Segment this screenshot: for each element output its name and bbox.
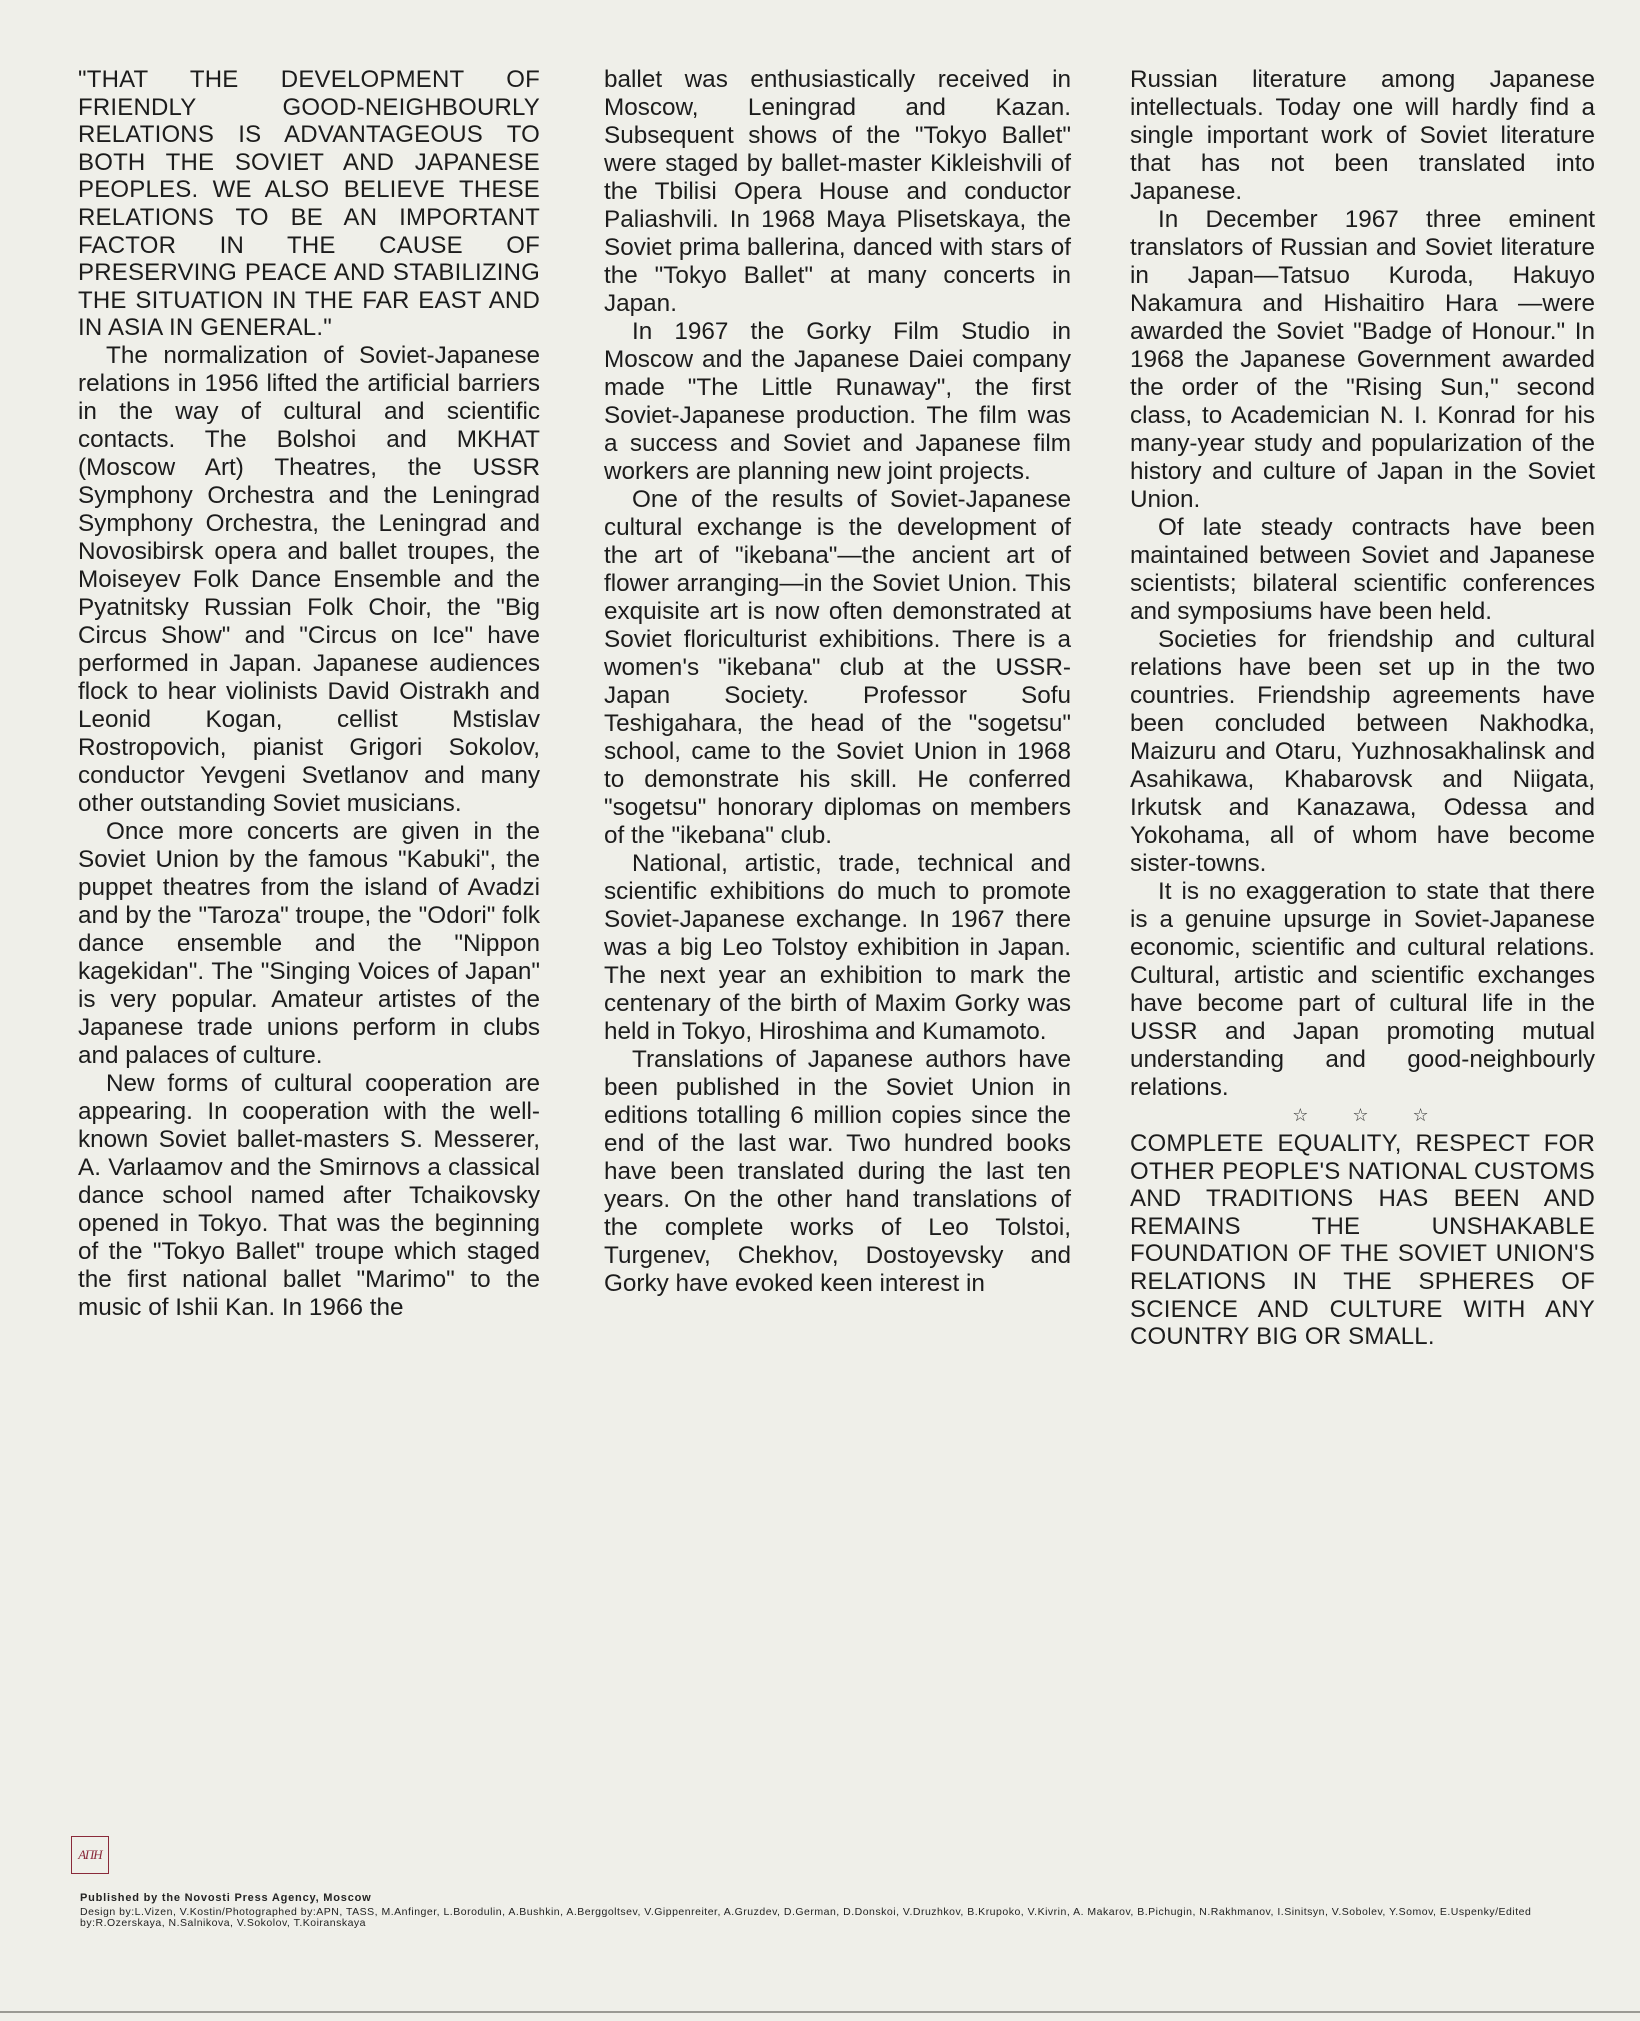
paragraph: National, artistic, trade, technical and scientific exhibitions do much to promote Soviet-Japanese exchange. In 1967 there was a big Leo Tolstoy exhibition in Japan. The next year an exhibition to mark the centenary of the birth of Maxim Gorky was held in Tokyo, Hiroshima and Kumamoto. (604, 850, 1071, 1045)
closing-statement: COMPLETE EQUALITY, RESPECT FOR OTHER PEOPLE'S NATIONAL CUSTOMS AND TRADITIONS HAS BEEN AND REMAINS THE UNSHAKABLE FOUNDATION OF THE SOVIET UNION'S RELATIONS IN THE SPHERES OF SCIENCE AND CULTURE WITH ANY COUNTRY BIG OR SMALL. (1130, 1130, 1595, 1351)
paragraph: The normalization of Soviet-Japanese relations in 1956 lifted the artificial barriers in the way of cultural and scientific contacts. The Bolshoi and MKHAT (Moscow Art) Theatres, the USSR Symphony Orchestra and the Leningrad Symphony Orchestra, the Leningrad and Novosibirsk opera and ballet troupes, the Moiseyev Folk Dance Ensemble and the Pyatnitsky Russian Folk Choir, the "Big Circus Show" and "Circus on Ice" have performed in Japan. Japanese audiences flock to hear violinists David Oistrakh and Leonid Kogan, cellist Mstislav Rostropovich, pianist Grigori Sokolov, conductor Yevgeni Svetlanov and many other outstanding Soviet musicians. (78, 341, 540, 817)
apn-logo: АПН (71, 1836, 109, 1874)
opening-quote: "THAT THE DEVELOPMENT OF FRIENDLY GOOD-NEIGHBOURLY RELATIONS IS ADVANTAGEOUS TO BOTH THE SOVIET AND JAPANESE PEOPLES. WE ALSO BELIEVE THESE RELATIONS TO BE AN IMPORTANT FACTOR IN THE CAUSE OF PRESERVING PEACE AND STABILIZING THE SITUATION IN THE FAR EAST AND IN ASIA IN GENERAL." (78, 66, 540, 342)
paragraph: New forms of cultural cooperation are appearing. In cooperation with the well-known Soviet ballet-masters S. Messerer, A. Varlaamov and the Smirnovs a classical dance school named after Tchaikovsky opened in Tokyo. That was the beginning of the "Tokyo Ballet" troupe which staged the first national ballet "Marimo" to the music of Ishii Kan. In 1966 the (78, 1069, 540, 1321)
paragraph: ballet was enthusiastically received in Moscow, Leningrad and Kazan. Subsequent shows of the "Tokyo Ballet" were staged by ballet-master Kikleishvili of the Tbilisi Opera House and conductor Paliashvili. In 1968 Maya Plisetskaya, the Soviet prima ballerina, danced with stars of the "Tokyo Ballet" at many concerts in Japan. (604, 66, 1071, 317)
text-column-1 (78, 66, 540, 1322)
paragraph: Once more concerts are given in the Soviet Union by the famous "Kabuki", the puppet theatres from the island of Avadzi and by the "Taroza" troupe, the "Odori" folk dance ensemble and the "Nippon kagekidan". The "Singing Voices of Japan" is very popular. Amateur artistes of the Japanese trade unions perform in clubs and palaces of culture. (78, 817, 540, 1069)
credits-block (80, 1893, 1580, 1930)
paragraph: Societies for friendship and cultural relations have been set up in the two countries. Friendship agreements have been concluded between Nakhodka, Maizuru and Otaru, Yuzhnosakhalinsk and Asahikawa, Khabarovsk and Niigata, Irkutsk and Kanazawa, Odessa and Yokohama, all of whom have become sister-towns. (1130, 626, 1595, 877)
star-separator-icon: ☆☆☆ (1292, 1105, 1473, 1125)
design-credits: Design by:L.Vizen, V.Kostin/Photographed by:APN, TASS, M.Anfinger, L.Borodulin, A.Bushkin, A.Berggoltsev, V.Gippenreiter, A.Gruzdev, D.German, D.Donskoi, V.Druzhkov, B.Krupoko, V.Kivrin, A. Makarov, B.Pichugin, N.Rakhmanov, I.Sinitsyn, V.Sobolev, Y.Somov, E.Uspenky/Edited by:R.Ozerskaya, N.Salnikova, V.Sokolov, T.Koiranskaya (80, 1905, 1532, 1929)
paragraph: Translations of Japanese authors have been published in the Soviet Union in editions totalling 6 million copies since the end of the last war. Two hundred books have been translated during the last ten years. On the other hand translations of the complete works of Leo Tolstoi, Turgenev, Chekhov, Dostoyevsky and Gorky have evoked keen interest in (604, 1046, 1071, 1297)
publisher-line: Published by the Novosti Press Agency, Moscow (80, 1892, 372, 1904)
paragraph: It is no exaggeration to state that there is a genuine upsurge in Soviet-Japanese economic, scientific and cultural relations. Cultural, artistic and scientific exchanges have become part of cultural life in the USSR and Japan promoting mutual understanding and good-neighbourly relations. (1130, 878, 1595, 1101)
paragraph: In 1967 the Gorky Film Studio in Moscow and the Japanese Daiei company made "The Little Runaway", the first Soviet-Japanese production. The film was a success and Soviet and Japanese film workers are planning new joint projects. (604, 318, 1071, 485)
paragraph: One of the results of Soviet-Japanese cultural exchange is the development of the art of "ikebana"—the ancient art of flower arranging—in the Soviet Union. This exquisite art is now often demonstrated at Soviet floriculturist exhibitions. There is a women's "ikebana" club at the USSR-Japan Society. Professor Sofu Teshigahara, the head of the "sogetsu" school, came to the Soviet Union in 1968 to demonstrate his skill. He conferred "sogetsu" honorary diplomas on members of the "ikebana" club. (604, 486, 1071, 849)
paragraph: Russian literature among Japanese intellectuals. Today one will hardly find a single important work of Soviet literature that has not been translated into Japanese. (1130, 66, 1595, 205)
text-column-2 (604, 66, 1071, 1298)
paragraph: Of late steady contracts have been maintained between Soviet and Japanese scientists; bilateral scientific conferences and symposiums have been held. (1130, 514, 1595, 625)
paragraph: In December 1967 three eminent translators of Russian and Soviet literature in Japan—Tatsuo Kuroda, Hakuyo Nakamura and Hishaitiro Hara —were awarded the Soviet "Badge of Honour." In 1968 the Japanese Government awarded the order of the "Rising Sun," second class, to Academician N. I. Konrad for his many-year study and popularization of the history and culture of Japan in the Soviet Union. (1130, 206, 1595, 513)
page-edge-divider (0, 2011, 1640, 2013)
text-column-3 (1130, 66, 1595, 1351)
